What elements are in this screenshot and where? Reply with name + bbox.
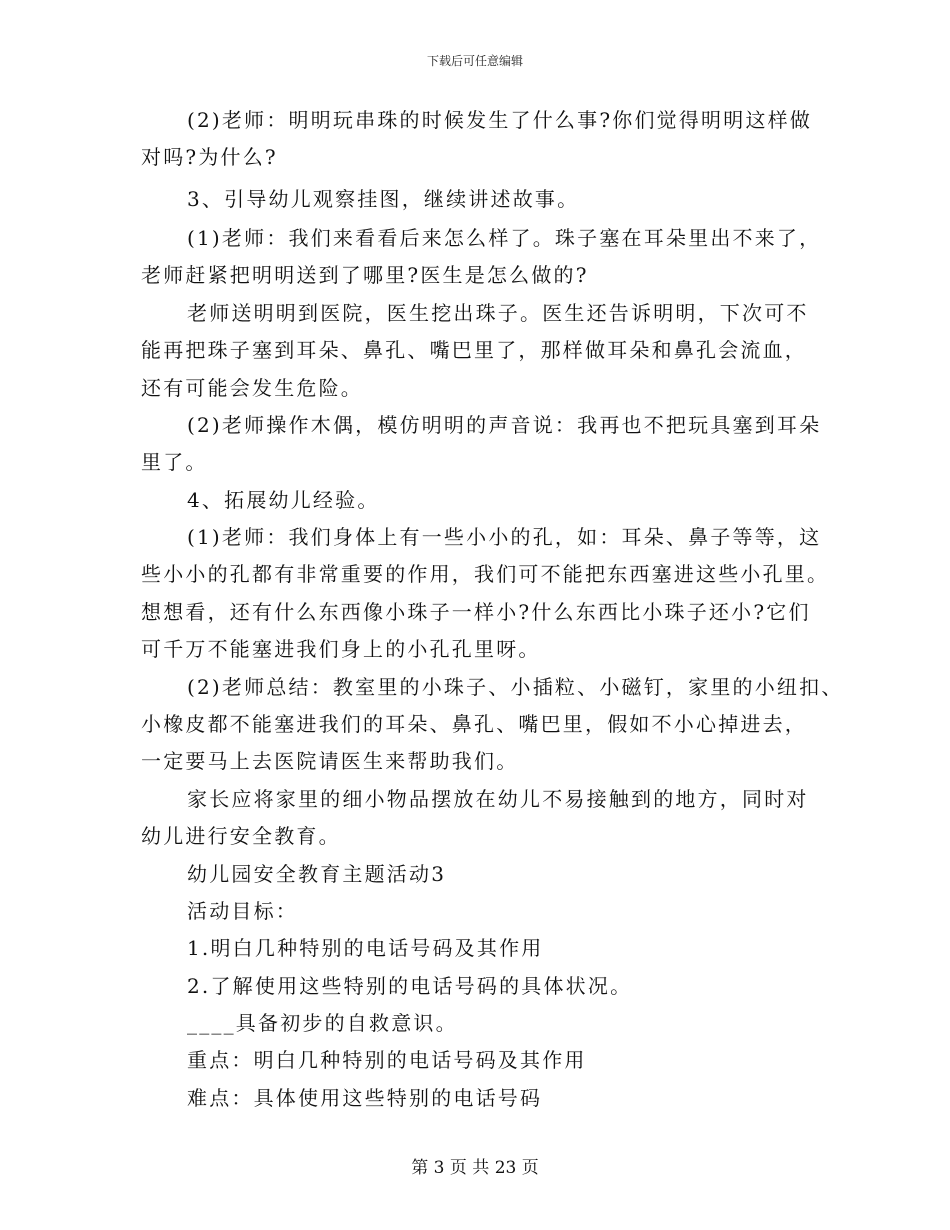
paragraph-line: 能再把珠子塞到耳朵、鼻孔、嘴巴里了，那样做耳朵和鼻孔会流血， [141,338,807,362]
paragraph-line: 些小小的孔都有非常重要的作用，我们可不能把东西塞进这些小孔里。 [141,562,830,586]
paragraph-line: 3、引导幼儿观察挂图，继续讲述故事。 [187,187,580,211]
paragraph-line: 对吗?为什么? [141,145,278,169]
paragraph-line: 一定要马上去医院请医生来帮助我们。 [141,749,519,773]
paragraph-line: 重点：明白几种特别的电话号码及其作用 [187,1048,587,1072]
paragraph-line: 4、拓展幼儿经验。 [187,488,380,512]
paragraph-line: 还有可能会发生危险。 [141,376,363,400]
paragraph-line: 老师赶紧把明明送到了哪里?医生是怎么做的? [141,263,589,287]
list-item: ____具备初步的自救意识。 [187,1011,458,1035]
section-title: 幼儿园安全教育主题活动3 [187,862,447,886]
paragraph-line: (2)老师：明明玩串珠的时候发生了什么事?你们觉得明明这样做 [187,108,813,132]
paragraph-line: (1)老师：我们身体上有一些小小的孔，如：耳朵、鼻子等等，这 [187,525,822,549]
paragraph-line: 家长应将家里的细小物品摆放在幼儿不易接触到的地方，同时对 [187,787,809,811]
list-item: 1.明白几种特别的电话号码及其作用 [187,936,544,960]
paragraph-line: (2)老师操作木偶，模仿明明的声音说：我再也不把玩具塞到耳朵 [187,413,822,437]
paragraph-line: 可千万不能塞进我们身上的小孔孔里呀。 [141,637,541,661]
paragraph-line: 想想看，还有什么东西像小珠子一样小?什么东西比小珠子还小?它们 [141,600,811,624]
paragraph-line: (1)老师：我们来看看后来怎么样了。珠子塞在耳朵里出不来了， [187,226,822,250]
page-header: 下载后可任意编辑 [426,54,523,68]
paragraph-line: 幼儿进行安全教育。 [141,824,341,848]
paragraph-line: 老师送明明到医院，医生挖出珠子。医生还告诉明明，下次可不 [187,301,809,325]
page-number: 第 3 页 共 23 页 [411,1158,539,1178]
list-item: 2.了解使用这些特别的电话号码的具体状况。 [187,974,633,998]
paragraph-line: 活动目标： [187,899,298,923]
paragraph-line: 难点：具体使用这些特别的电话号码 [187,1086,543,1110]
paragraph-line: (2)老师总结：教室里的小珠子、小插粒、小磁钉，家里的小纽扣、 [187,675,844,699]
paragraph-line: 小橡皮都不能塞进我们的耳朵、鼻孔、嘴巴里，假如不小心掉进去， [141,712,807,736]
paragraph-line: 里了。 [141,450,208,474]
